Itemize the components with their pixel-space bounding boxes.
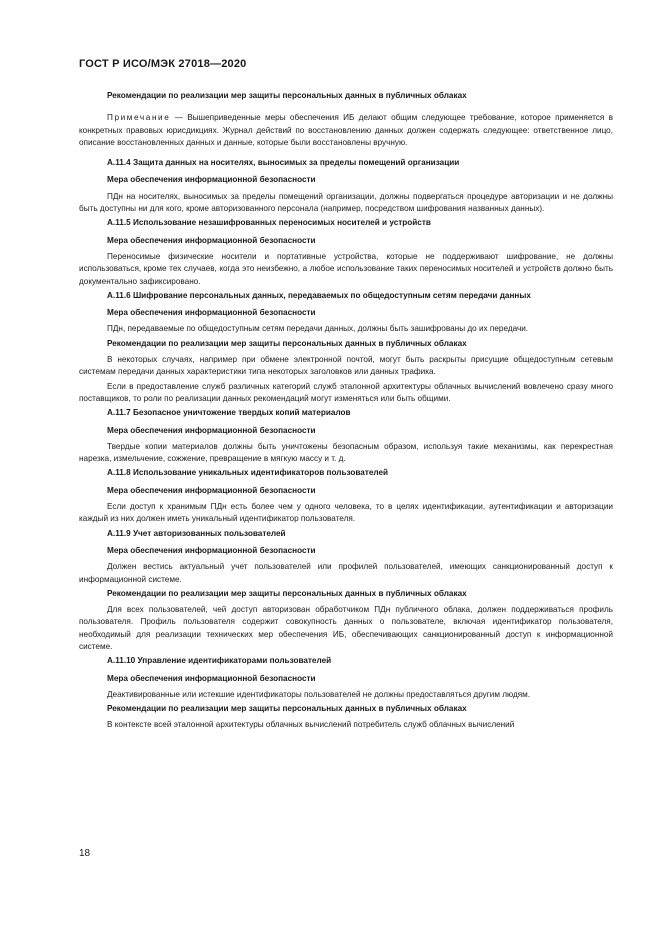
page-number: 18 (79, 848, 91, 859)
section-heading: Мера обеспечения информационной безопасности (107, 545, 316, 555)
body-paragraph: Деактивированные или истекшие идентификаторы пользователей не должны предоставляться другим людям. (107, 689, 531, 699)
section-heading: Мера обеспечения информационной безопасности (107, 485, 316, 495)
body-paragraph: ПДн, передаваемые по общедоступным сетям передачи данных, должны быть зашифрованы до их передачи. (107, 324, 529, 334)
body-paragraph: Должен вестись актуальный учет пользователей или профилей пользователей, имеющих санкционированный доступ к информационной системе. (79, 562, 613, 584)
body-paragraph: Переносимые физические носители и портативные устройства, которые не поддерживают шифрование, не должны использоваться, кроме тех случаев, когда это неизбежно, а любое использование таких переносимых носителей и устройств должно быть документально зафиксировано. (79, 251, 613, 286)
section-heading: Мера обеспечения информационной безопасности (107, 425, 316, 435)
section-heading: А.11.5 Использование незашифрованных переносимых носителей и устройств (107, 218, 431, 228)
body-paragraph (79, 112, 613, 149)
body-paragraph: В контексте всей эталонной архитектуры облачных вычислений потребитель служб облачных вычислений (107, 720, 515, 730)
document-header-title: ГОСТ Р ИСО/МЭК 27018—2020 (79, 58, 247, 70)
section-heading: Рекомендации по реализации мер защиты персональных данных в публичных облаках (107, 91, 467, 100)
section-heading: Рекомендации по реализации мер защиты персональных данных в публичных облаках (107, 338, 467, 348)
note-label: Примечание (107, 113, 171, 123)
body-paragraph: ПДн на носителях, выносимых за пределы помещений организации, должны подвергаться процедуре авторизации и не должны быть доступны ни для кого, кроме авторизованного персонала (например, посредством шифрования названных данных). (79, 191, 613, 214)
section-heading: Мера обеспечения информационной безопасности (107, 308, 316, 318)
document-body (79, 90, 613, 732)
section-heading: А.11.6 Шифрование персональных данных, передаваемых по общедоступным сетям передачи данных (107, 290, 531, 300)
section-heading: Мера обеспечения информационной безопасности (107, 673, 316, 683)
section-heading: А.11.9 Учет авторизованных пользователей (107, 528, 286, 538)
section-heading: Мера обеспечения информационной безопасности (107, 175, 316, 185)
section-heading: Рекомендации по реализации мер защиты персональных данных в публичных облаках (107, 588, 467, 598)
note-text: — Вышеприведенные меры обеспечения ИБ делают общим следующее требование, которое применяется в конкретных правовых юрисдикциях. Журнал действий по восстановлению данных должен содержать следующее: ответственное лицо, описание восстановленных данных и данные, которые были восстановлены вручную. (79, 113, 613, 147)
section-heading: А.11.8 Использование уникальных идентификаторов пользователей (107, 468, 389, 478)
body-paragraph: Если доступ к хранимым ПДн есть более чем у одного человека, то в целях идентификации, аутентификации и авторизации каждый из них должен иметь уникальный идентификатор пользователя. (79, 502, 613, 524)
body-paragraph: В некоторых случаях, например при обмене электронной почтой, могут быть раскрыты присущие общедоступным сетевым системам передачи данных характеристики типа некоторых заголовков или данных трафика. (79, 355, 613, 377)
section-heading: А.11.7 Безопасное уничтожение твердых копий материалов (107, 408, 351, 418)
body-paragraph: Если в предоставление служб различных категорий служб эталонной архитектуры облачных вычислений вовлечено сразу много поставщиков, то роли по реализации данных рекомендаций могут изменяться или быть общими. (79, 381, 613, 403)
section-heading: Рекомендации по реализации мер защиты персональных данных в публичных облаках (107, 704, 467, 714)
section-heading: А.11.10 Управление идентификаторами пользователей (107, 656, 332, 666)
body-paragraph: Твердые копии материалов должны быть уничтожены безопасным образом, используя такие механизмы, как перекрестная нарезка, измельчение, сожжение, превращение в мягкую массу и т. д. (79, 441, 613, 464)
section-heading: А.11.4 Защита данных на носителях, выносимых за пределы помещений организации (107, 158, 460, 168)
body-paragraph: Для всех пользователей, чей доступ авторизован обработчиком ПДн публичного облака, должен поддерживаться профиль пользователя. Профиль пользователя содержит совокупность данных о пользователе, включая идентификатор пользователя, необходимый для реализации технических мер обеспечения ИБ, обеспечивающих санкционированный доступ к информационной системе. (79, 605, 613, 651)
section-heading: Мера обеспечения информационной безопасности (107, 235, 316, 245)
